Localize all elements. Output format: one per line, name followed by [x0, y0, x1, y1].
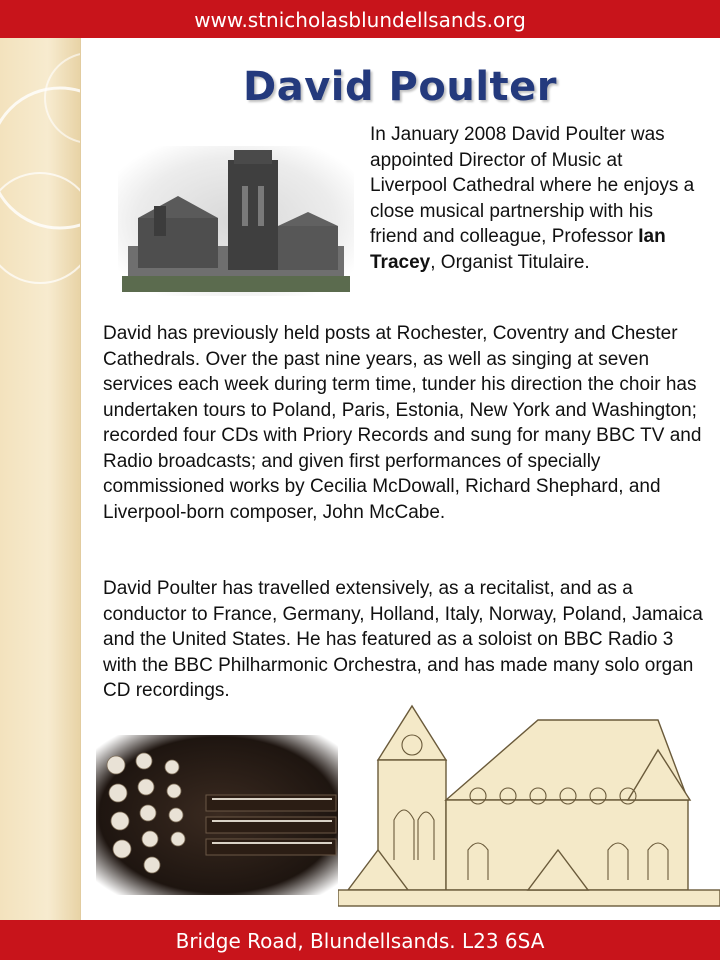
- ian-tracey-name: Ian Tracey: [370, 226, 666, 273]
- decorative-side-strip: [0, 38, 81, 920]
- swirl-decoration: [0, 38, 80, 920]
- church-sketch: [338, 700, 720, 920]
- intro-paragraph: In January 2008 David Poulter was appointed Director of Music at Liverpool Cathedral where he enjoys a close musical partnership with his friend and colleague, Professor Ian Tracey, Organist Titulaire.: [370, 124, 695, 273]
- cathedral-photo: [118, 146, 354, 296]
- page-title: David Poulter: [243, 64, 557, 110]
- website-url[interactable]: www.stnicholasblundellsands.org: [194, 8, 526, 32]
- organ-console-photo: [96, 735, 342, 895]
- website-banner: [0, 0, 720, 38]
- address-text: Bridge Road, Blundellsands. L23 6SA: [175, 929, 545, 953]
- recitalist-paragraph: David Poulter has travelled extensively, as a recitalist, and as a conductor to France, Germany, Holland, Italy, Norway, Poland, Jamaica and the United States. He has featured as a soloist on BBC Radio 3 with the BBC Philharmonic Orchestra, and has made many solo organ CD recordings.: [103, 578, 703, 701]
- address-banner: [0, 920, 720, 960]
- career-paragraph: David has previously held posts at Rochester, Coventry and Chester Cathedrals. Over the past nine years, as well as singing at seven services each week during term time, tunder his direction the choir has undertaken tours to Poland, Paris, Estonia, New York and Washington; recorded four CDs with Priory Records and sung for many BBC TV and Radio broadcasts; and given first performances of specially commissioned works by Cecilia McDowall, Richard Shephard, and Liverpool-born composer, John McCabe.: [103, 323, 702, 523]
